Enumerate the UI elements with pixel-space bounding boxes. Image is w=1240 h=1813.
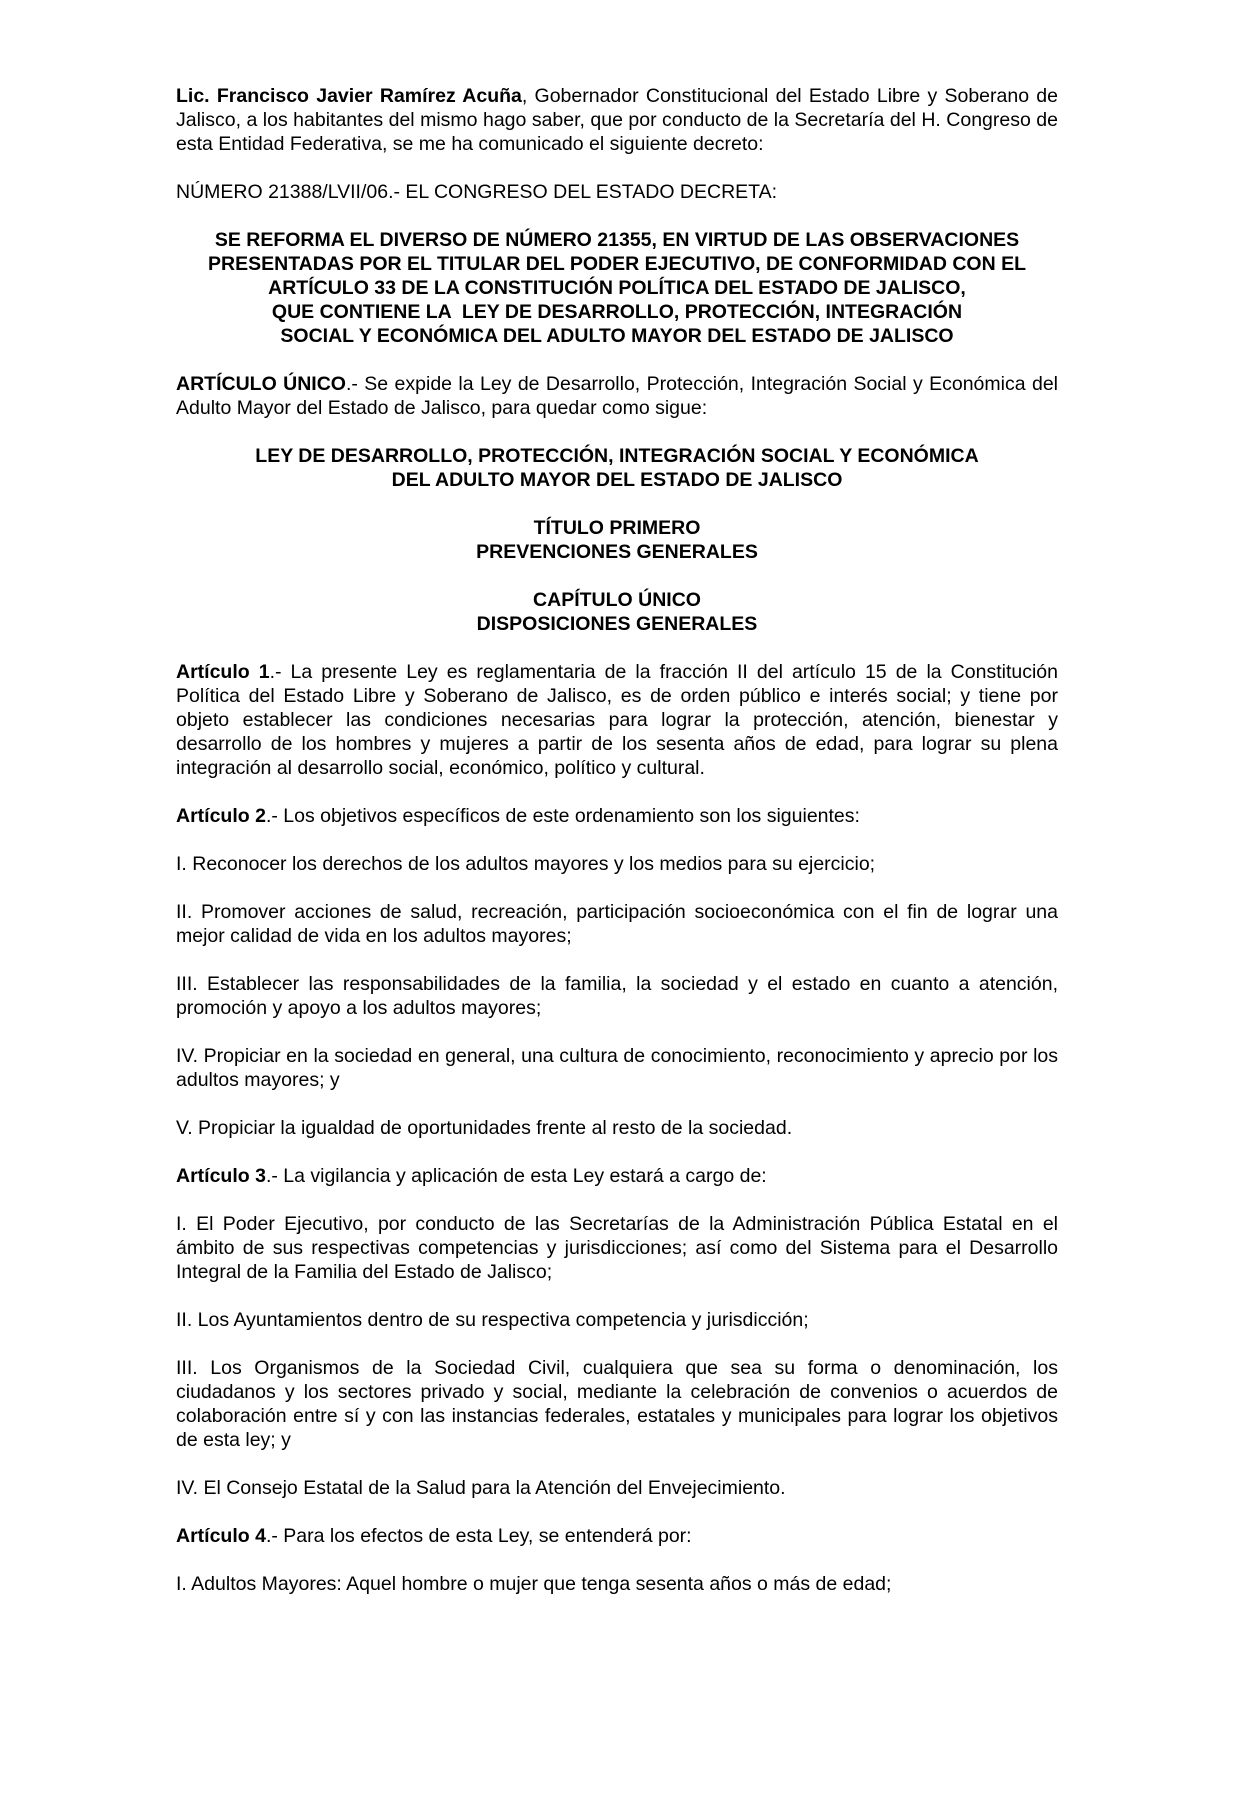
- law-title-line: DEL ADULTO MAYOR DEL ESTADO DE JALISCO: [391, 469, 843, 491]
- articulo-3-label: Artículo 3: [176, 1165, 266, 1187]
- document-page: [176, 84, 1058, 1620]
- articulo-4-text: .- Para los efectos de esta Ley, se entenderá por:: [265, 1525, 692, 1547]
- intro-paragraph: [176, 84, 1058, 156]
- articulo-2-label: Artículo 2: [176, 805, 266, 827]
- decree-title: [176, 228, 1058, 348]
- articulo-4: [176, 1524, 1058, 1548]
- articulo-unico: [176, 372, 1058, 420]
- articulo-4-item: I. Adultos Mayores: Aquel hombre o mujer que tenga sesenta años o más de edad;: [176, 1573, 892, 1595]
- titulo-heading: [176, 516, 1058, 564]
- capitulo-heading: [176, 588, 1058, 636]
- articulo-1: [176, 660, 1058, 780]
- articulo-2-item: IV. Propiciar en la sociedad en general, una cultura de conocimiento, reconocimiento y aprecio por los adultos mayores; y: [176, 1045, 1058, 1091]
- decree-title-line: ARTÍCULO 33 DE LA CONSTITUCIÓN POLÍTICA DEL ESTADO DE JALISCO,: [268, 277, 966, 299]
- articulo-3: [176, 1164, 1058, 1188]
- intro-text: , Gobernador Constitucional del Estado Libre y Soberano de Jalisco, a los habitantes del mismo hago saber, que por conducto de la Secretaría del H. Congreso de esta Entidad Federativa, se me ha comunicado el siguiente decreto:: [176, 85, 1058, 155]
- decree-number: NÚMERO 21388/LVII/06.- EL CONGRESO DEL ESTADO DECRETA:: [176, 181, 778, 203]
- decree-title-line: SE REFORMA EL DIVERSO DE NÚMERO 21355, EN VIRTUD DE LAS OBSERVACIONES: [214, 229, 1020, 251]
- law-title: [176, 444, 1058, 492]
- titulo-line: PREVENCIONES GENERALES: [476, 541, 758, 563]
- articulo-2-item: III. Establecer las responsabilidades de la familia, la sociedad y el estado en cuanto a atención, promoción y apoyo a los adultos mayores;: [176, 973, 1058, 1019]
- articulo-unico-label: ARTÍCULO ÚNICO: [176, 373, 346, 395]
- articulo-3-text: .- La vigilancia y aplicación de esta Ley estará a cargo de:: [265, 1165, 767, 1187]
- articulo-2-item: II. Promover acciones de salud, recreación, participación socioeconómica con el fin de lograr una mejor calidad de vida en los adultos mayores;: [176, 901, 1058, 947]
- governor-name: Lic. Francisco Javier Ramírez Acuña: [176, 85, 522, 107]
- titulo-line: TÍTULO PRIMERO: [533, 517, 701, 539]
- decree-title-line: PRESENTADAS POR EL TITULAR DEL PODER EJECUTIVO, DE CONFORMIDAD CON EL: [208, 253, 1026, 275]
- articulo-2: [176, 804, 1058, 828]
- articulo-3-item: I. El Poder Ejecutivo, por conducto de las Secretarías de la Administración Pública Estatal en el ámbito de sus respectivas competencias y jurisdicciones; así como del Sistema para el Desarrollo Integral de la Familia del Estado de Jalisco;: [176, 1213, 1058, 1283]
- articulo-1-label: Artículo 1: [176, 661, 270, 683]
- articulo-3-item: III. Los Organismos de la Sociedad Civil, cualquiera que sea su forma o denominación, los ciudadanos y los sectores privado y social, mediante la celebración de convenios o acuerdos de colaboración entre sí y con las instancias federales, estatales y municipales para lograr los objetivos de esta ley; y: [176, 1357, 1058, 1451]
- capitulo-line: CAPÍTULO ÚNICO: [533, 589, 701, 611]
- decree-title-line: QUE CONTIENE LA LEY DE DESARROLLO, PROTECCIÓN, INTEGRACIÓN: [271, 301, 963, 323]
- articulo-3-item: II. Los Ayuntamientos dentro de su respectiva competencia y jurisdicción;: [176, 1309, 809, 1331]
- articulo-1-text: .- La presente Ley es reglamentaria de la fracción II del artículo 15 de la Constitución Política del Estado Libre y Soberano de Jalisco, es de orden público e interés social; y tiene por objeto establecer las condiciones necesarias para lograr la protección, atención, bienestar y desarrollo de los hombres y mujeres a partir de los sesenta años de edad, para lograr su plena integración al desarrollo social, económico, político y cultural.: [176, 661, 1058, 779]
- articulo-2-item: V. Propiciar la igualdad de oportunidades frente al resto de la sociedad.: [176, 1117, 793, 1139]
- law-title-line: LEY DE DESARROLLO, PROTECCIÓN, INTEGRACIÓN SOCIAL Y ECONÓMICA: [255, 445, 979, 467]
- articulo-2-text: .- Los objetivos específicos de este ordenamiento son los siguientes:: [265, 805, 860, 827]
- capitulo-line: DISPOSICIONES GENERALES: [476, 613, 758, 635]
- articulo-3-item: IV. El Consejo Estatal de la Salud para la Atención del Envejecimiento.: [176, 1477, 786, 1499]
- decree-title-line: SOCIAL Y ECONÓMICA DEL ADULTO MAYOR DEL ESTADO DE JALISCO: [280, 325, 954, 347]
- articulo-2-item: I. Reconocer los derechos de los adultos mayores y los medios para su ejercicio;: [176, 853, 876, 875]
- articulo-4-label: Artículo 4: [176, 1525, 266, 1547]
- articulo-unico-text: .- Se expide la Ley de Desarrollo, Protección, Integración Social y Económica del Adulto Mayor del Estado de Jalisco, para quedar como sigue:: [176, 373, 1058, 419]
